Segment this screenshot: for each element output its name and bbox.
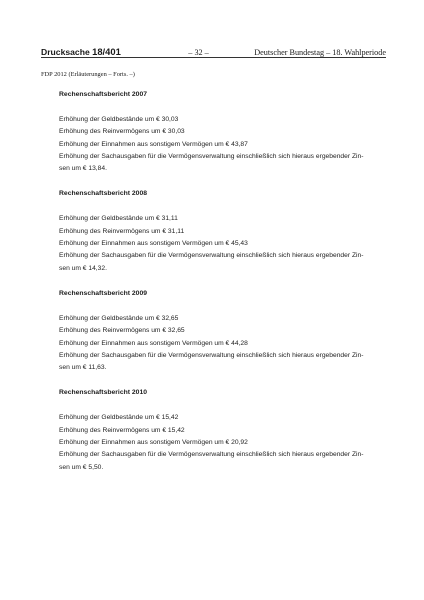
paragraph-line: sen um € 11,63. (59, 364, 107, 372)
list-item: Erhöhung des Reinvermögens um € 32,65 (59, 327, 185, 335)
list-item: Erhöhung des Reinvermögens um € 30,03 (59, 128, 185, 136)
section-title: Rechenschaftsbericht 2009 (59, 289, 148, 297)
report-section-2010 (59, 388, 384, 473)
section-subheader: FDP 2012 (Erläuterungen – Forts. –) (41, 71, 135, 78)
list-item: Erhöhung der Geldbestände um € 30,03 (59, 116, 179, 123)
document-number: 18/401 (92, 46, 121, 57)
list-item: Erhöhung der Geldbestände um € 31,11 (59, 215, 178, 223)
list-item: Erhöhung des Reinvermögens um € 31,11 (59, 227, 185, 235)
list-item: Erhöhung der Einnahmen aus sonstigem Vermögen um € 45,43 (59, 240, 248, 248)
report-section-2008 (59, 189, 384, 274)
document-label: Drucksache (41, 47, 90, 57)
section-title: Rechenschaftsbericht 2010 (59, 389, 148, 397)
list-item: Erhöhung des Reinvermögens um € 15,42 (59, 426, 185, 434)
section-title: Rechenschaftsbericht 2008 (59, 190, 148, 198)
page-number: – 32 – (188, 48, 209, 57)
list-item: Erhöhung der Einnahmen aus sonstigem Vermögen um € 44,28 (59, 339, 248, 347)
list-item: Erhöhung der Geldbestände um € 32,65 (59, 314, 179, 322)
paragraph-line: sen um € 13,84. (59, 165, 107, 173)
list-item: Erhöhung der Einnahmen aus sonstigem Vermögen um € 43,87 (59, 140, 248, 148)
section-title: Rechenschaftsbericht 2007 (59, 91, 148, 98)
paragraph-line: Erhöhung der Sachausgaben für die Vermögensverwaltung einschließlich sich hieraus ergebender Zin- (59, 152, 364, 160)
list-item: Erhöhung der Einnahmen aus sonstigem Vermögen um € 20,92 (59, 439, 248, 447)
header-rule (41, 57, 386, 58)
paragraph-line: Erhöhung der Sachausgaben für die Vermögensverwaltung einschließlich sich hieraus ergebender Zin- (59, 451, 364, 459)
page-header (41, 42, 386, 56)
paragraph-line: Erhöhung der Sachausgaben für die Vermögensverwaltung einschließlich sich hieraus ergebender Zin- (59, 252, 364, 260)
legislative-period: Deutscher Bundestag – 18. Wahlperiode (254, 48, 386, 57)
paragraph-line: Erhöhung der Sachausgaben für die Vermögensverwaltung einschließlich sich hieraus ergebender Zin- (59, 351, 364, 359)
list-item: Erhöhung der Geldbestände um € 15,42 (59, 414, 179, 422)
document-body (59, 90, 384, 488)
paragraph-line: sen um € 5,50. (59, 463, 104, 471)
report-section-2009 (59, 289, 384, 374)
paragraph-line: sen um € 14,32. (59, 264, 107, 272)
report-section-2007 (59, 90, 384, 175)
